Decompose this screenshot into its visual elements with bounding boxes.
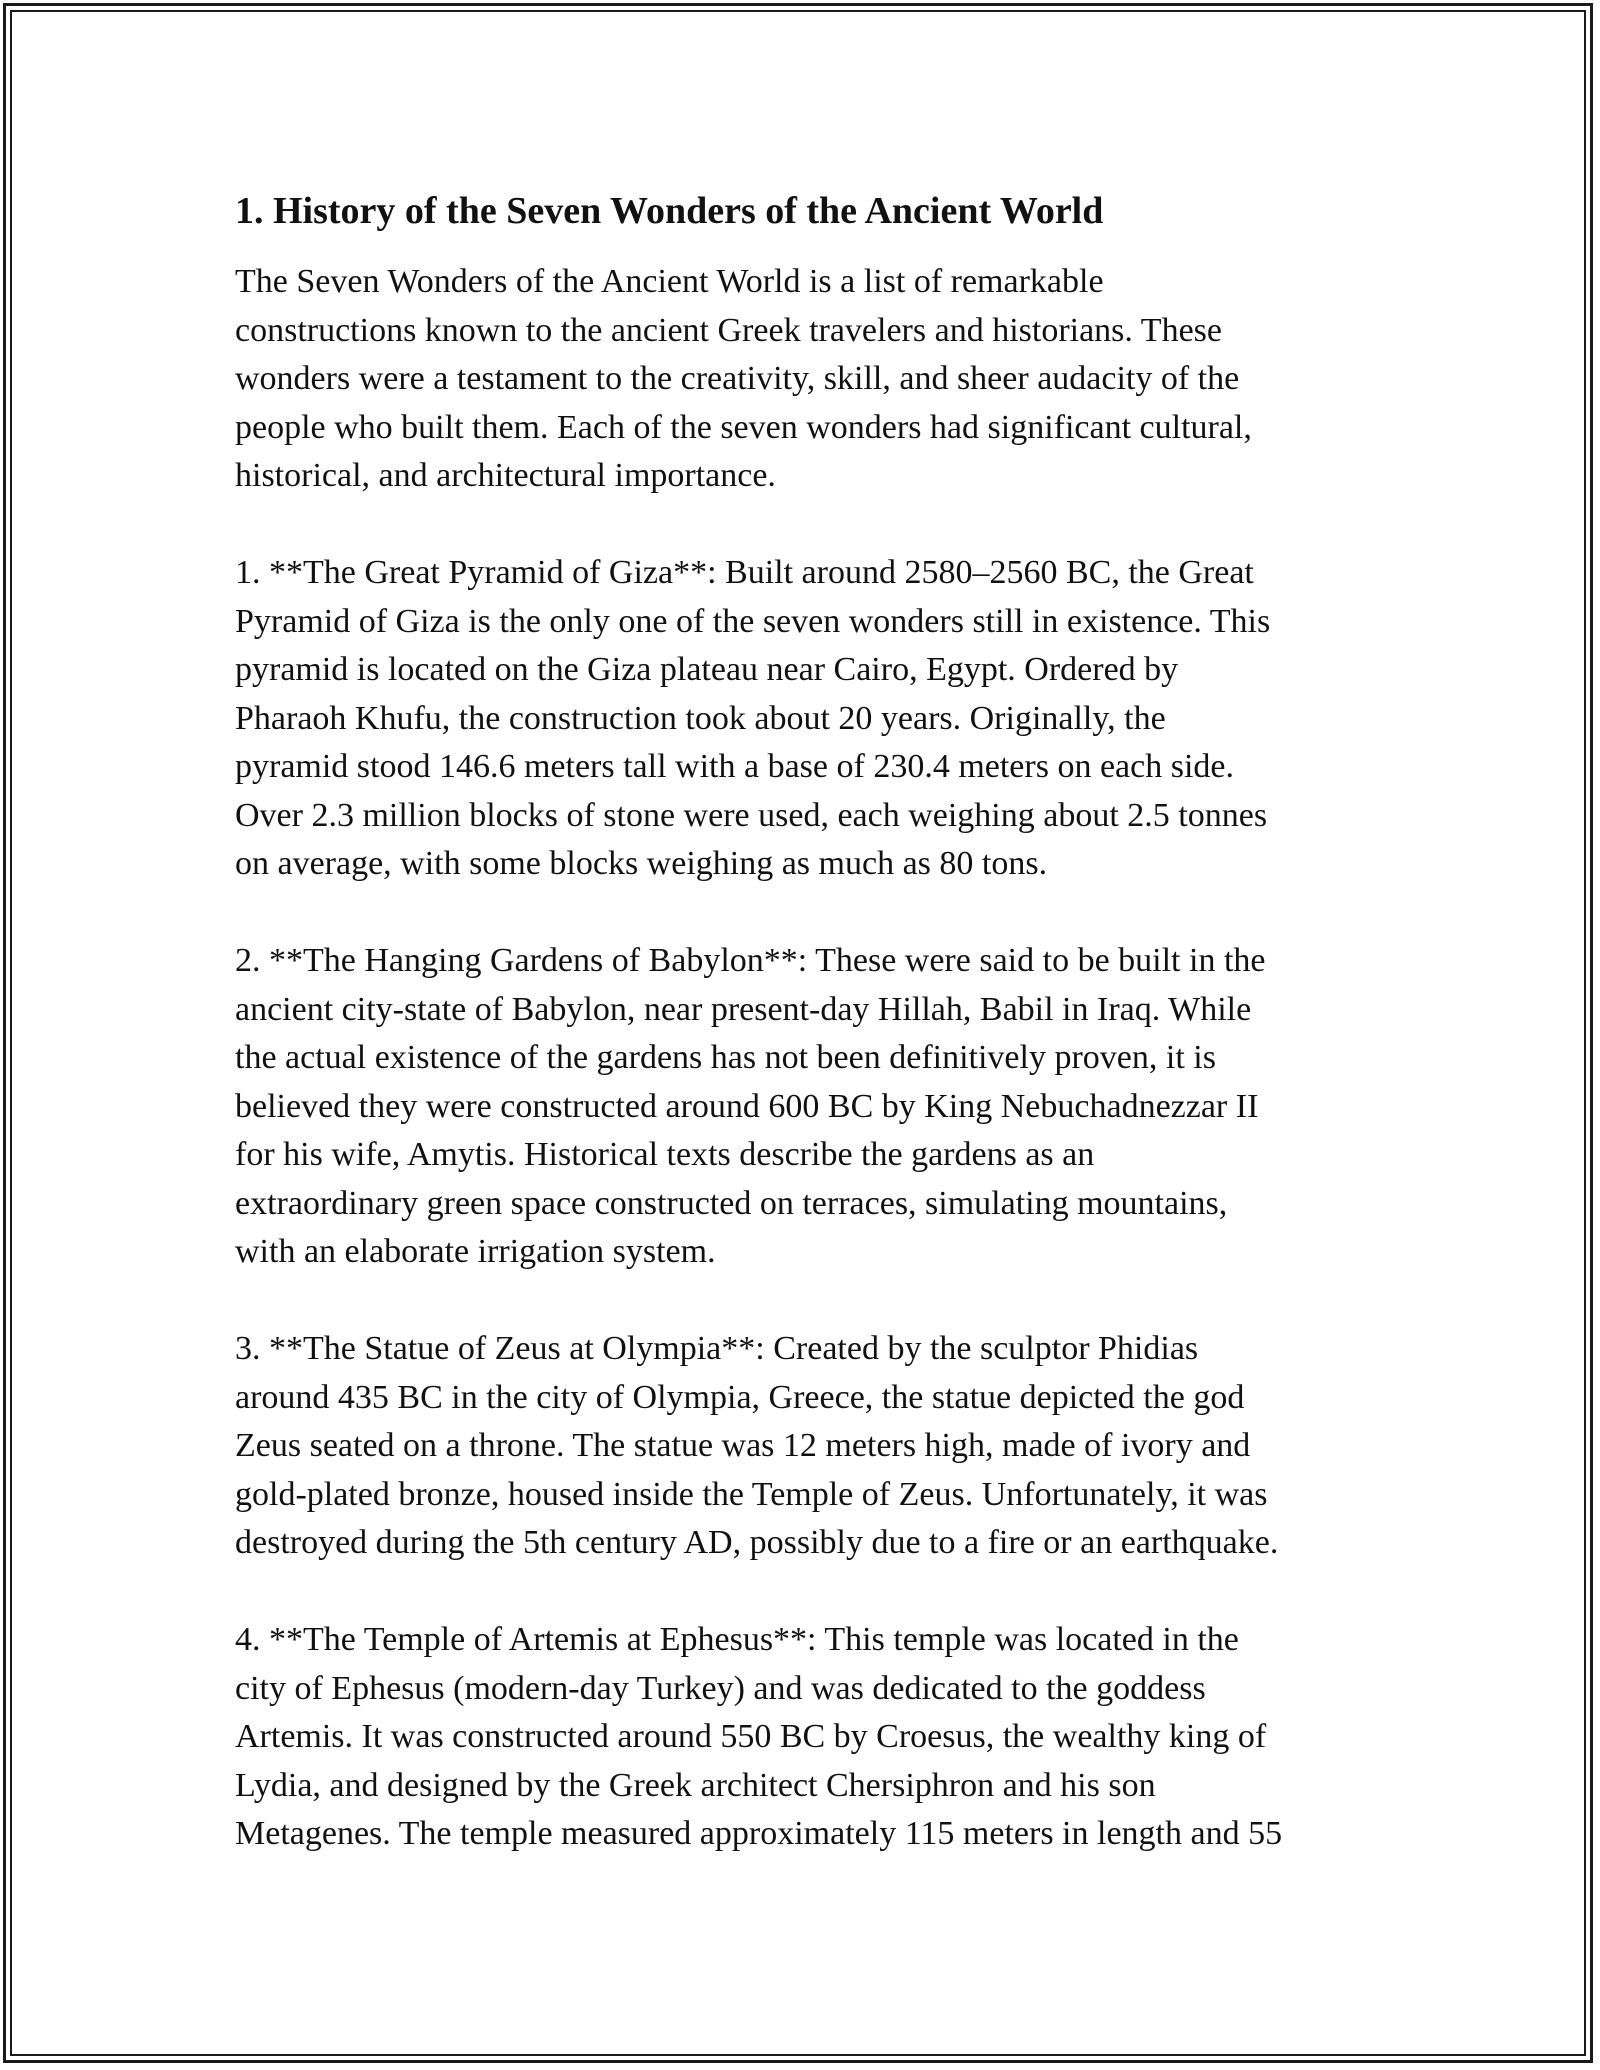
- wonder-paragraph-temple-of-artemis: 4. **The Temple of Artemis at Ephesus**: This temple was located in the city of Ephesus (modern-day Turkey) and was dedicated to the goddess Artemis. It was constructed around 550 BC by Croesus, the wealthy king of Lydia, and designed by the Greek architect Chersiphron and his son Metagenes. The temple measured approximately 115 meters in length and 55: [235, 1621, 1283, 1852]
- document-title: 1. History of the Seven Wonders of the Ancient World: [235, 190, 1104, 232]
- document-body: [235, 258, 1375, 1859]
- document-page: [235, 186, 1375, 1907]
- wonder-paragraph-statue-of-zeus: 3. **The Statue of Zeus at Olympia**: Created by the sculptor Phidias around 435 BC in the city of Olympia, Greece, the statue depicted the god Zeus seated on a throne. The statue was 12 meters high, made of ivory and gold-plated bronze, housed inside the Temple of Zeus. Unfortunately, it was destroyed during the 5th century AD, possibly due to a fire or an earthquake.: [235, 1330, 1279, 1561]
- wonder-paragraph-great-pyramid: 1. **The Great Pyramid of Giza**: Built around 2580–2560 BC, the Great Pyramid of Giza is the only one of the seven wonders still in existence. This pyramid is located on the Giza plateau near Cairo, Egypt. Ordered by Pharaoh Khufu, the construction took about 20 years. Originally, the pyramid stood 146.6 meters tall with a base of 230.4 meters on each side. Over 2.3 million blocks of stone were used, each weighing about 2.5 tonnes on average, with some blocks weighing as much as 80 tons.: [235, 554, 1271, 882]
- intro-paragraph: The Seven Wonders of the Ancient World is a list of remarkable constructions known to the ancient Greek travelers and historians. These wonders were a testament to the creativity, skill, and sheer audacity of the people who built them. Each of the seven wonders had significant cultural, historical, and architectural importance.: [235, 263, 1252, 494]
- wonder-paragraph-hanging-gardens: 2. **The Hanging Gardens of Babylon**: These were said to be built in the ancient city-state of Babylon, near present-day Hillah, Babil in Iraq. While the actual existence of the gardens has not been definitively proven, it is believed they were constructed around 600 BC by King Nebuchadnezzar II for his wife, Amytis. Historical texts describe the gardens as an extraordinary green space constructed on terraces, simulating mountains, with an elaborate irrigation system.: [235, 942, 1266, 1270]
